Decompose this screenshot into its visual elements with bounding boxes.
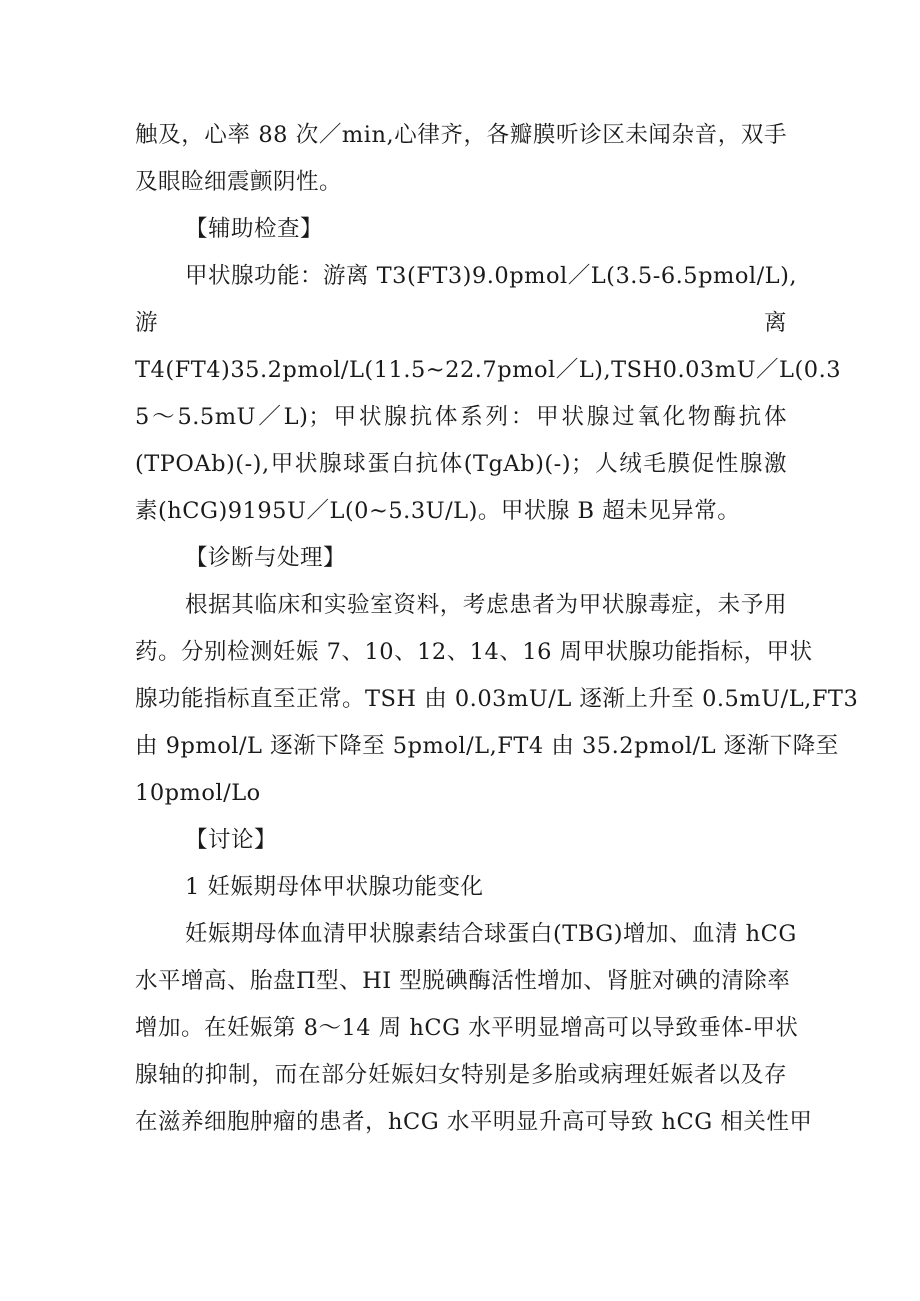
- text-line: 药。分别检测妊娠 7、10、12、14、16 周甲状腺功能指标，甲状: [135, 639, 813, 665]
- section-heading-diagnosis: 【诊断与处理】: [185, 545, 347, 571]
- document-page: [135, 112, 859, 1146]
- text-line-split: [135, 300, 787, 347]
- text-line: 水平增高、胎盘Π型、HI 型脱碘酶活性增加、肾脏对碘的清除率: [135, 968, 791, 994]
- text-line: 5～5.5mU／L)；甲状腺抗体系列：甲状腺过氧化物酶抗体: [135, 404, 787, 430]
- text-line: 甲状腺功能：游离 T3(FT3)9.0pmol／L(3.5-6.5pmol/L),: [185, 263, 798, 289]
- text-line: 由 9pmol/L 逐渐下降至 5pmol/L,FT4 由 35.2pmol/L 逐渐下降至: [135, 733, 839, 759]
- subsection-heading: 1 妊娠期母体甲状腺功能变化: [185, 874, 484, 900]
- text-line: 腺轴的抑制，而在部分妊娠妇女特别是多胎或病理妊娠者以及存: [135, 1062, 787, 1088]
- text-line: 触及，心率 88 次／min,心律齐，各瓣膜听诊区未闻杂音，双手: [135, 122, 787, 148]
- text-line: 素(hCG)9195U／L(0~5.3U/L)。甲状腺 B 超未见异常。: [135, 498, 741, 524]
- section-heading-auxiliary-exam: 【辅助检查】: [185, 216, 324, 242]
- section-heading-discussion: 【讨论】: [185, 827, 278, 853]
- text-line: 妊娠期母体血清甲状腺素结合球蛋白(TBG)增加、血清 hCG: [185, 921, 797, 947]
- split-right-char: 离: [763, 310, 787, 336]
- text-line: 10pmol/Lo: [135, 780, 261, 806]
- text-line: 在滋养细胞肿瘤的患者，hCG 水平明显升高可导致 hCG 相关性甲: [135, 1109, 813, 1135]
- text-line: 腺功能指标直至正常。TSH 由 0.03mU/L 逐渐上升至 0.5mU/L,FT3: [135, 686, 859, 712]
- text-line: (TPOAb)(-),甲状腺球蛋白抗体(TgAb)(-)；人绒毛膜促性腺激: [135, 451, 787, 477]
- text-line: T4(FT4)35.2pmol/L(11.5~22.7pmol／L),TSH0.03mU／L(0.3: [135, 357, 842, 383]
- split-left-char: 游: [135, 310, 159, 336]
- text-line: 根据其临床和实验室资料，考虑患者为甲状腺毒症，未予用: [185, 592, 787, 618]
- text-line: 增加。在妊娠第 8～14 周 hCG 水平明显增高可以导致垂体-甲状: [135, 1015, 799, 1041]
- text-line: 及眼睑细震颤阴性。: [135, 169, 343, 195]
